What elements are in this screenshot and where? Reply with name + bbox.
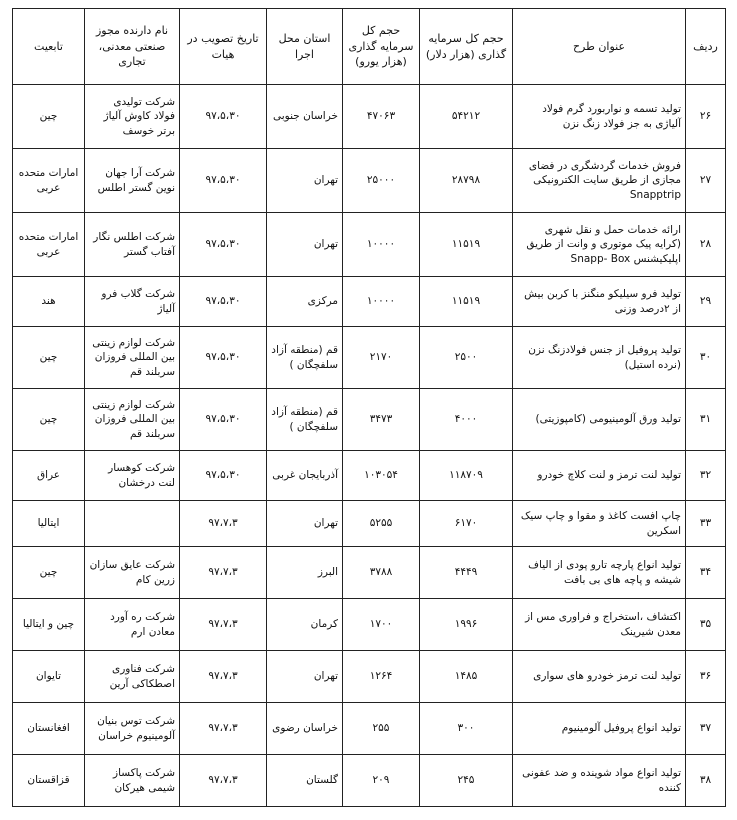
approval-date: ۹۷،۵،۳۰	[180, 85, 267, 149]
province: خراسان جنوبی	[267, 85, 343, 149]
province: تهران	[267, 149, 343, 213]
table-row	[13, 327, 726, 389]
approval-date: ۹۷،۵،۳۰	[180, 389, 267, 451]
nationality: چین	[13, 547, 85, 599]
investment-usd: ۵۴۲۱۲	[420, 85, 513, 149]
row-number: ۳۲	[686, 451, 726, 501]
table-row	[13, 547, 726, 599]
row-number: ۲۸	[686, 213, 726, 277]
row-number: ۳۱	[686, 389, 726, 451]
investment-eur: ۲۵۰۰۰	[343, 149, 420, 213]
license-holder: شرکت گلاب فرو آلیاژ	[85, 277, 180, 327]
province: کرمان	[267, 599, 343, 651]
approval-date: ۹۷،۷،۳	[180, 501, 267, 547]
approval-date: ۹۷،۷،۳	[180, 755, 267, 807]
license-holder: شرکت پاکساز شیمی هیرکان	[85, 755, 180, 807]
license-holder	[85, 501, 180, 547]
approval-date: ۹۷،۵،۳۰	[180, 149, 267, 213]
table-row	[13, 85, 726, 149]
project-title: تولید فرو سیلیکو منگنز با کربن بیش از ۲درصد وزنی	[513, 277, 686, 327]
license-holder: شرکت تولیدی فولاد کاوش آلیاژ برتر خوسف	[85, 85, 180, 149]
table-row	[13, 501, 726, 547]
investment-eur: ۳۷۸۸	[343, 547, 420, 599]
table-body	[13, 85, 726, 807]
nationality: چین	[13, 85, 85, 149]
header-investment-usd: حجم کل سرمایه گذاری (هزار دلار)	[420, 9, 513, 85]
approval-date: ۹۷،۷،۳	[180, 547, 267, 599]
table-row	[13, 703, 726, 755]
row-number: ۳۷	[686, 703, 726, 755]
province: آذربایجان غربی	[267, 451, 343, 501]
province: تهران	[267, 501, 343, 547]
province: تهران	[267, 213, 343, 277]
license-holder: شرکت توس بنیان آلومینیوم خراسان	[85, 703, 180, 755]
header-license-holder: نام دارنده مجوز صنعتی معدنی، تجاری	[85, 9, 180, 85]
approval-date: ۹۷،۷،۳	[180, 651, 267, 703]
province: البرز	[267, 547, 343, 599]
investment-usd: ۳۰۰	[420, 703, 513, 755]
project-title: تولید انواع پروفیل آلومینیوم	[513, 703, 686, 755]
project-title: تولید تسمه و نواربورد گرم فولاد آلیاژی به جز فولاد زنگ نزن	[513, 85, 686, 149]
project-title: فروش خدمات گردشگری در فضای مجازی از طریق سایت الکترونیکی Snapptrip	[513, 149, 686, 213]
nationality: افغانستان	[13, 703, 85, 755]
investment-eur: ۴۷۰۶۳	[343, 85, 420, 149]
province: خراسان رضوی	[267, 703, 343, 755]
investment-usd: ۱۱۸۷۰۹	[420, 451, 513, 501]
project-title: تولید ورق آلومینیومی (کامپوزیتی)	[513, 389, 686, 451]
investment-usd: ۱۴۸۵	[420, 651, 513, 703]
license-holder: شرکت آرا جهان نوین گستر اطلس	[85, 149, 180, 213]
approval-date: ۹۷،۵،۳۰	[180, 451, 267, 501]
investment-usd: ۲۵۰۰	[420, 327, 513, 389]
nationality: تایوان	[13, 651, 85, 703]
nationality: ایتالیا	[13, 501, 85, 547]
table-row	[13, 599, 726, 651]
nationality: قزاقستان	[13, 755, 85, 807]
table-row	[13, 213, 726, 277]
header-approval-date: تاریخ تصویب در هیات	[180, 9, 267, 85]
row-number: ۲۷	[686, 149, 726, 213]
investment-eur: ۲۰۹	[343, 755, 420, 807]
table-row	[13, 451, 726, 501]
investment-usd: ۱۱۵۱۹	[420, 213, 513, 277]
table-row	[13, 277, 726, 327]
approval-date: ۹۷،۵،۳۰	[180, 213, 267, 277]
table-row	[13, 755, 726, 807]
license-holder: شرکت لوازم زینتی بین المللی فروزان سربلند قم	[85, 327, 180, 389]
investment-eur: ۱۰۰۰۰	[343, 213, 420, 277]
header-nationality: تابعیت	[13, 9, 85, 85]
row-number: ۳۳	[686, 501, 726, 547]
row-number: ۲۶	[686, 85, 726, 149]
approval-date: ۹۷،۵،۳۰	[180, 277, 267, 327]
project-title: چاپ افست کاغذ و مقوا و چاپ سیک اسکرین	[513, 501, 686, 547]
nationality: چین	[13, 389, 85, 451]
project-title: ارائه خدمات حمل و نقل شهری (کرایه پیک موتوری و وانت از طریق اپلیکیشنس Snapp- Box	[513, 213, 686, 277]
investment-eur: ۲۱۷۰	[343, 327, 420, 389]
investment-eur: ۳۴۷۳	[343, 389, 420, 451]
row-number: ۳۸	[686, 755, 726, 807]
project-title: تولید لنت ترمز و لنت کلاچ خودرو	[513, 451, 686, 501]
project-title: تولید انواع پارچه تارو پودی از الیاف شیشه و پاچه های بی بافت	[513, 547, 686, 599]
investment-eur: ۱۰۳۰۵۴	[343, 451, 420, 501]
nationality: هند	[13, 277, 85, 327]
province: تهران	[267, 651, 343, 703]
license-holder: شرکت عایق سازان زرین کام	[85, 547, 180, 599]
investment-eur: ۱۷۰۰	[343, 599, 420, 651]
nationality: امارات متحده عربی	[13, 149, 85, 213]
license-holder: شرکت لوازم زینتی بین المللی فروزان سربلند قم	[85, 389, 180, 451]
table-row	[13, 389, 726, 451]
license-holder: شرکت کوهسار لنت درخشان	[85, 451, 180, 501]
investment-usd: ۲۸۷۹۸	[420, 149, 513, 213]
row-number: ۳۵	[686, 599, 726, 651]
table-row	[13, 149, 726, 213]
investment-usd: ۲۴۵	[420, 755, 513, 807]
project-title: تولید پروفیل از جنس فولادزنگ نزن (نرده استیل)	[513, 327, 686, 389]
province: قم (منطقه آزاد سلفچگان )	[267, 389, 343, 451]
investment-usd: ۴۰۰۰	[420, 389, 513, 451]
province: گلستان	[267, 755, 343, 807]
license-holder: شرکت ره آورد معادن ارم	[85, 599, 180, 651]
investment-table	[12, 8, 726, 807]
nationality: عراق	[13, 451, 85, 501]
investment-eur: ۱۲۶۴	[343, 651, 420, 703]
nationality: چین	[13, 327, 85, 389]
project-title: تولید لنت ترمز خودرو های سواری	[513, 651, 686, 703]
header-row	[13, 9, 726, 85]
investment-usd: ۱۱۵۱۹	[420, 277, 513, 327]
investment-eur: ۵۲۵۵	[343, 501, 420, 547]
investment-usd: ۶۱۷۰	[420, 501, 513, 547]
license-holder: شرکت فناوری اصطکاکی آرین	[85, 651, 180, 703]
row-number: ۲۹	[686, 277, 726, 327]
province: مرکزی	[267, 277, 343, 327]
approval-date: ۹۷،۵،۳۰	[180, 327, 267, 389]
row-number: ۳۴	[686, 547, 726, 599]
investment-usd: ۱۹۹۶	[420, 599, 513, 651]
approval-date: ۹۷،۷،۳	[180, 703, 267, 755]
project-title: تولید انواع مواد شوینده و ضد عفونی کننده	[513, 755, 686, 807]
header-row-number: ردیف	[686, 9, 726, 85]
nationality: امارات متحده عربی	[13, 213, 85, 277]
row-number: ۳۰	[686, 327, 726, 389]
row-number: ۳۶	[686, 651, 726, 703]
investment-usd: ۴۴۴۹	[420, 547, 513, 599]
nationality: چین و ایتالیا	[13, 599, 85, 651]
approval-date: ۹۷،۷،۳	[180, 599, 267, 651]
table-row	[13, 651, 726, 703]
province: قم (منطقه آزاد سلفچگان )	[267, 327, 343, 389]
investment-eur: ۱۰۰۰۰	[343, 277, 420, 327]
license-holder: شرکت اطلس نگار آفتاب گستر	[85, 213, 180, 277]
investment-eur: ۲۵۵	[343, 703, 420, 755]
header-province: استان محل اجرا	[267, 9, 343, 85]
project-title: اکتشاف ،استخراج و فراوری مس از معدن شیرینک	[513, 599, 686, 651]
header-investment-eur: حجم کل سرمایه گذاری (هزار یورو)	[343, 9, 420, 85]
header-title: عنوان طرح	[513, 9, 686, 85]
